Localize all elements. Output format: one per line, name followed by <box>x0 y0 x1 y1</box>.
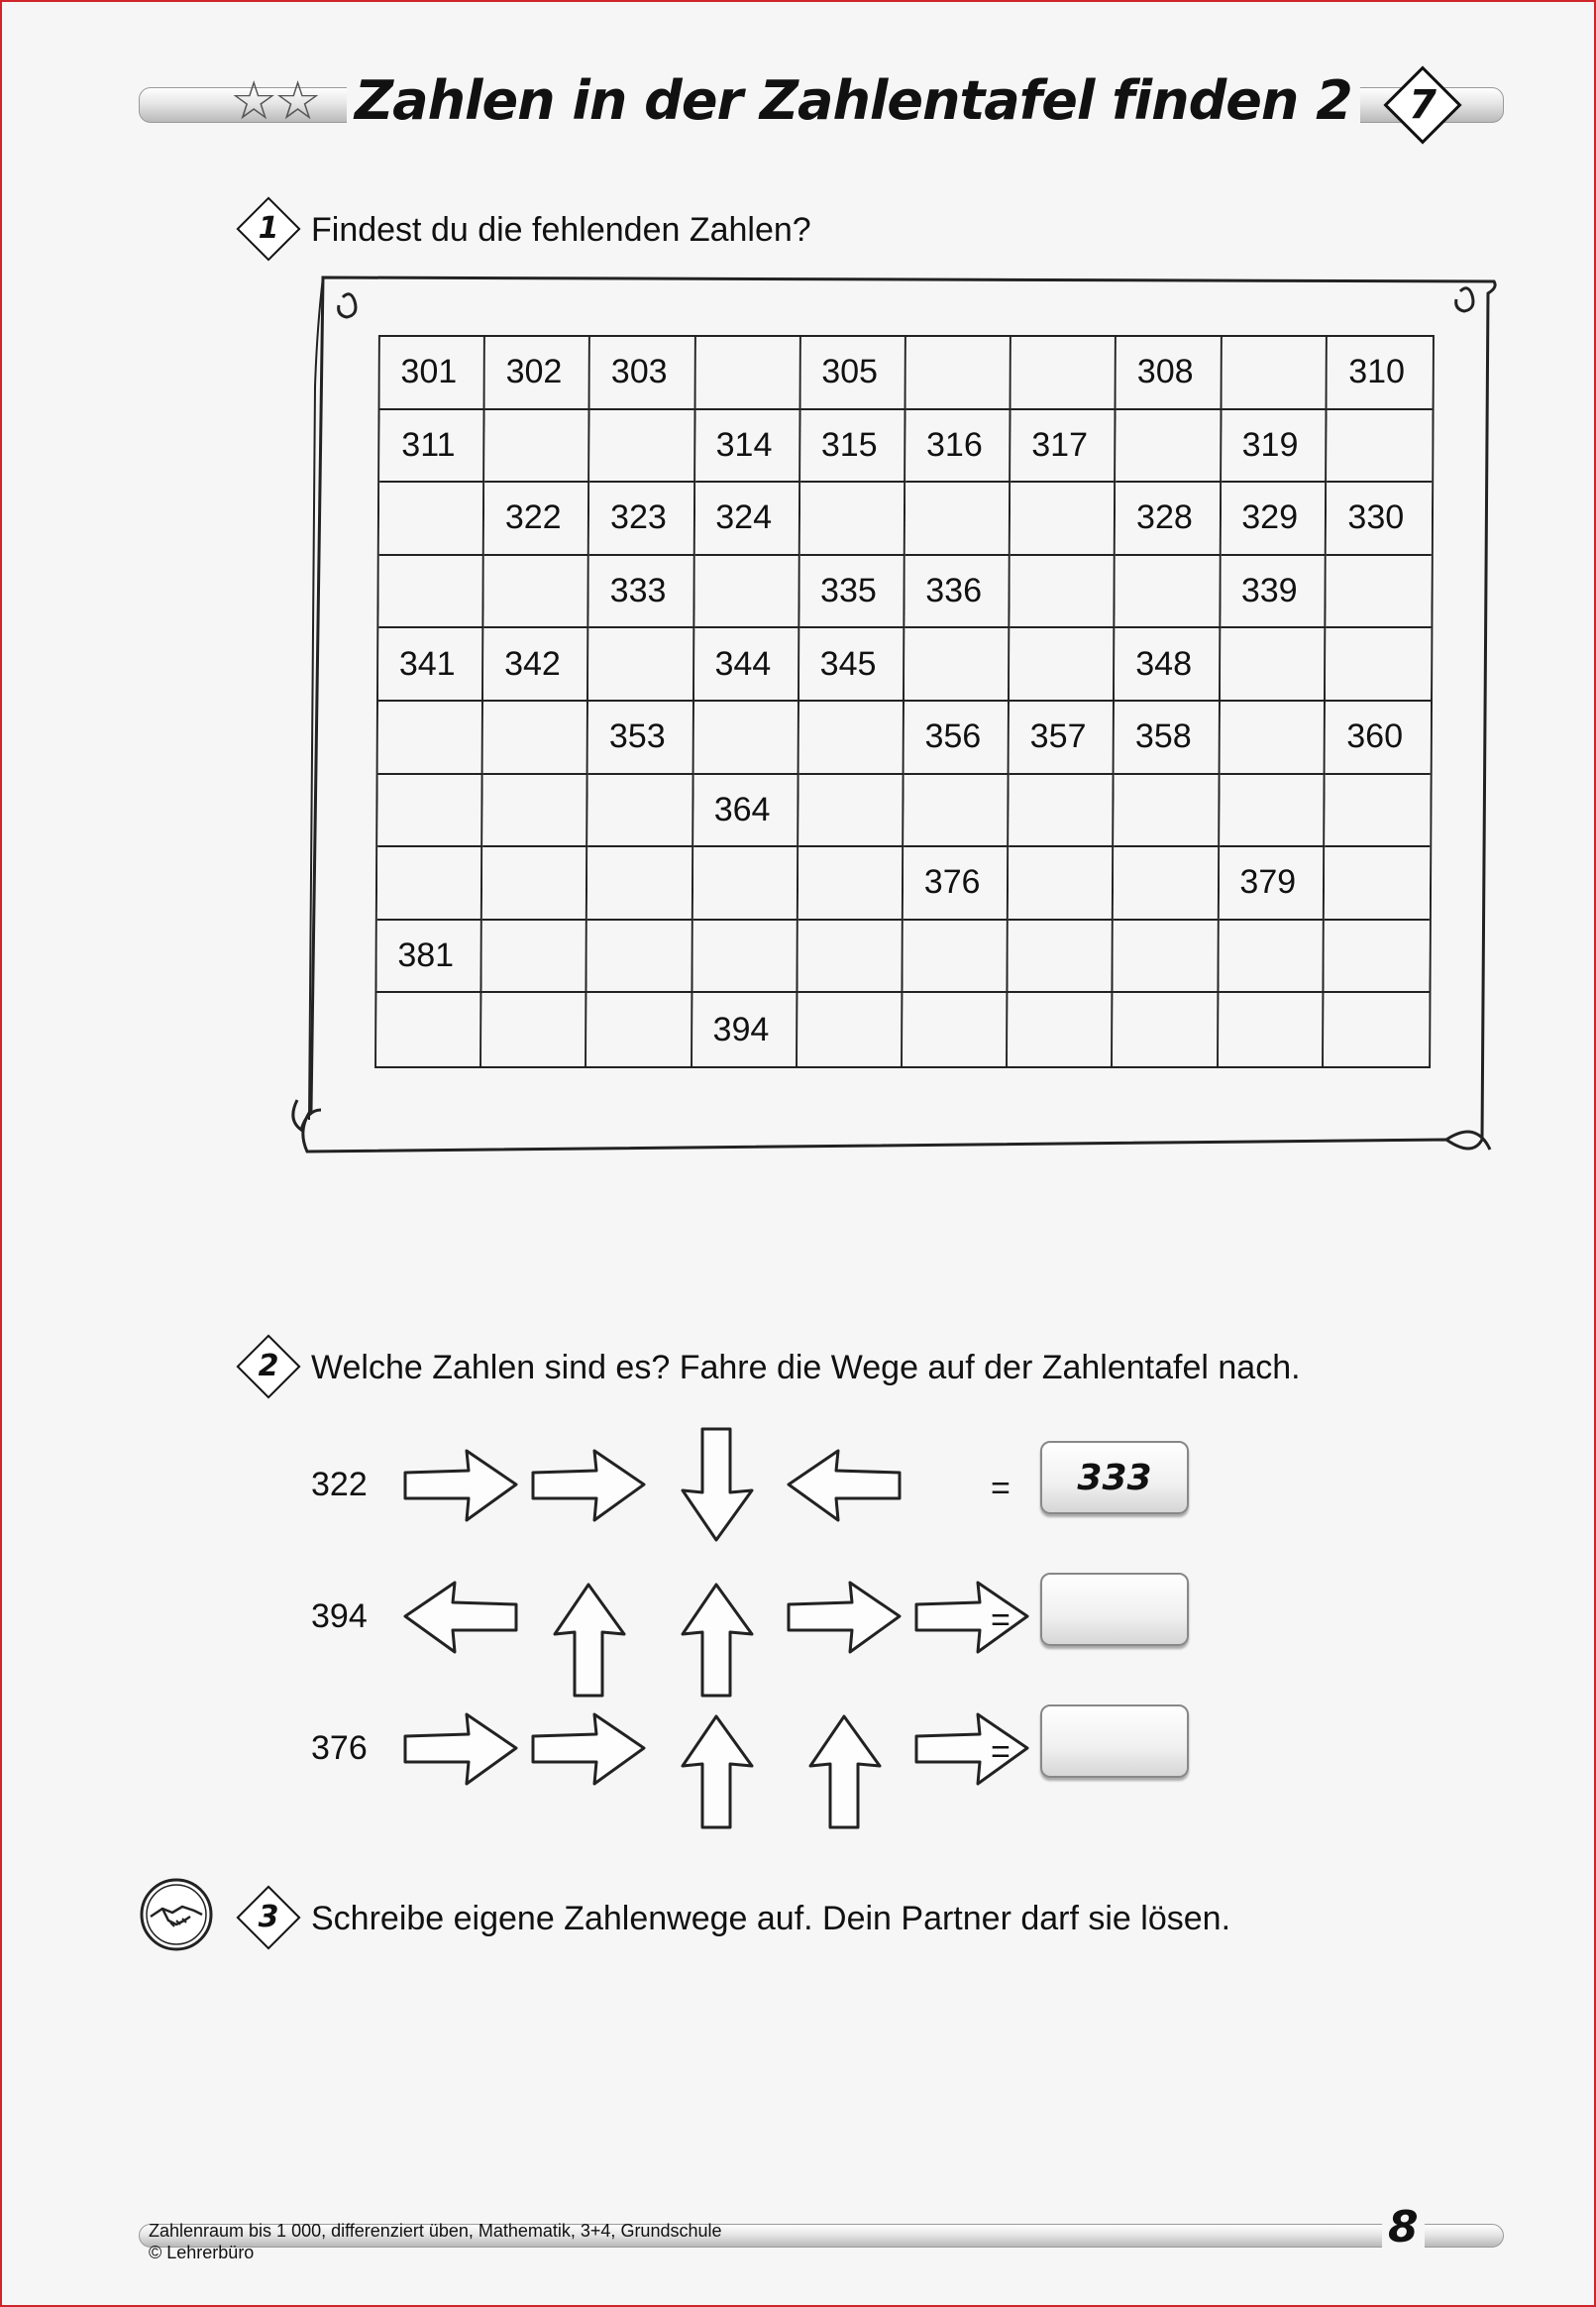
arrow-up-icon <box>677 1581 756 1700</box>
arrow-right-icon <box>912 1708 1031 1788</box>
grid-cell: 360 <box>1325 702 1431 775</box>
grid-cell: 344 <box>694 628 800 702</box>
grid-cell[interactable] <box>481 993 587 1066</box>
grid-cell[interactable] <box>1325 847 1431 921</box>
grid-cell: 376 <box>904 847 1010 921</box>
grid-cell[interactable] <box>1011 337 1117 410</box>
grid-cell: 323 <box>589 483 695 556</box>
grid-cell[interactable] <box>1009 775 1115 848</box>
task3-number: 3 <box>258 1900 279 1934</box>
task2-number: 2 <box>258 1349 279 1383</box>
sheet-number: 7 <box>1409 82 1436 128</box>
grid-cell: 322 <box>484 483 590 556</box>
arrow-right-icon <box>529 1445 648 1524</box>
grid-cell[interactable] <box>906 337 1012 410</box>
arrow-right-icon <box>401 1445 520 1524</box>
equals-sign: = <box>991 1733 1011 1771</box>
grid-cell: 356 <box>904 702 1011 775</box>
grid-cell[interactable] <box>1219 921 1325 994</box>
grid-cell[interactable] <box>798 993 904 1066</box>
arrow-right-icon <box>785 1577 904 1656</box>
grid-cell[interactable] <box>1117 410 1223 484</box>
grid-cell[interactable] <box>798 702 904 775</box>
difficulty-stars: ☆☆ <box>230 71 318 131</box>
grid-cell: 303 <box>590 337 696 410</box>
grid-cell: 317 <box>1011 410 1117 484</box>
grid-cell: 330 <box>1327 483 1433 556</box>
grid-cell[interactable] <box>798 921 904 994</box>
grid-cell[interactable] <box>1221 628 1327 702</box>
grid-cell[interactable] <box>905 483 1011 556</box>
handshake-icon <box>139 1877 214 1952</box>
number-grid <box>374 335 1435 1068</box>
route-start-number: 322 <box>311 1466 368 1503</box>
answer-box[interactable] <box>1040 1573 1189 1646</box>
grid-cell[interactable] <box>377 847 483 921</box>
grid-cell: 324 <box>694 483 800 556</box>
grid-cell[interactable] <box>692 847 798 921</box>
grid-cell[interactable] <box>904 628 1011 702</box>
route-start-number: 394 <box>311 1597 368 1635</box>
grid-cell[interactable] <box>377 775 483 848</box>
grid-cell[interactable] <box>1115 775 1221 848</box>
grid-cell: 394 <box>692 993 798 1066</box>
grid-cell[interactable] <box>590 410 696 484</box>
grid-cell[interactable] <box>693 702 799 775</box>
grid-cell: 348 <box>1115 628 1221 702</box>
grid-cell[interactable] <box>1114 847 1220 921</box>
grid-cell[interactable] <box>1116 556 1222 629</box>
grid-cell[interactable] <box>694 556 800 629</box>
grid-cell: 353 <box>588 702 694 775</box>
grid-cell[interactable] <box>1011 556 1117 629</box>
grid-cell[interactable] <box>692 921 798 994</box>
grid-cell[interactable] <box>483 702 589 775</box>
grid-cell[interactable] <box>378 702 484 775</box>
grid-cell: 329 <box>1221 483 1327 556</box>
grid-cell: 336 <box>904 556 1011 629</box>
task1-number: 1 <box>258 211 279 246</box>
grid-cell[interactable] <box>1326 628 1432 702</box>
grid-cell: 364 <box>693 775 799 848</box>
page-title: Zahlen in der Zahlentafel finden 2 <box>347 65 1360 137</box>
arrow-left-icon <box>401 1577 520 1656</box>
grid-cell[interactable] <box>903 921 1009 994</box>
grid-cell[interactable] <box>1219 993 1325 1066</box>
grid-cell: 305 <box>800 337 906 410</box>
grid-cell: 308 <box>1117 337 1223 410</box>
grid-cell[interactable] <box>1220 702 1326 775</box>
grid-cell: 333 <box>589 556 695 629</box>
grid-cell: 302 <box>485 337 591 410</box>
grid-cell[interactable] <box>1220 775 1326 848</box>
grid-cell[interactable] <box>1010 628 1116 702</box>
grid-cell[interactable] <box>904 775 1010 848</box>
grid-cell: 301 <box>380 337 486 410</box>
grid-cell[interactable] <box>1114 921 1220 994</box>
grid-cell: 314 <box>695 410 801 484</box>
grid-cell[interactable] <box>586 993 692 1066</box>
arrow-up-icon <box>549 1581 628 1700</box>
grid-cell[interactable] <box>1009 921 1115 994</box>
grid-cell: 345 <box>799 628 905 702</box>
answer-box[interactable] <box>1040 1704 1189 1778</box>
task2-instruction: Welche Zahlen sind es? Fahre die Wege auf der Zahlentafel nach. <box>311 1349 1301 1386</box>
grid-cell: 381 <box>376 921 482 994</box>
grid-cell[interactable] <box>1011 483 1117 556</box>
grid-cell: 358 <box>1115 702 1221 775</box>
grid-cell[interactable] <box>1326 556 1432 629</box>
grid-cell: 310 <box>1327 337 1433 410</box>
grid-cell: 342 <box>483 628 589 702</box>
grid-cell[interactable] <box>1325 775 1431 848</box>
grid-cell[interactable] <box>482 847 588 921</box>
grid-cell: 315 <box>800 410 906 484</box>
grid-cell[interactable] <box>1009 847 1115 921</box>
grid-cell: 341 <box>378 628 484 702</box>
grid-cell[interactable] <box>376 993 482 1066</box>
grid-cell[interactable] <box>1324 993 1430 1066</box>
grid-cell: 339 <box>1221 556 1327 629</box>
grid-cell[interactable] <box>1008 993 1114 1066</box>
grid-cell[interactable] <box>1327 410 1433 484</box>
grid-cell[interactable] <box>798 847 904 921</box>
grid-cell: 328 <box>1116 483 1222 556</box>
grid-cell: 311 <box>379 410 485 484</box>
footer-copyright: © Lehrerbüro <box>149 2243 255 2262</box>
arrow-right-icon <box>529 1708 648 1788</box>
task3-instruction: Schreibe eigene Zahlenwege auf. Dein Partner darf sie lösen. <box>311 1900 1231 1937</box>
grid-cell[interactable] <box>798 775 904 848</box>
grid-cell[interactable] <box>378 556 484 629</box>
equals-sign: = <box>991 1470 1011 1507</box>
grid-cell[interactable] <box>903 993 1009 1066</box>
arrow-right-icon <box>912 1577 1031 1656</box>
grid-cell[interactable] <box>484 410 590 484</box>
grid-cell[interactable] <box>800 483 906 556</box>
grid-cell[interactable] <box>587 921 693 994</box>
arrow-right-icon <box>401 1708 520 1788</box>
grid-cell: 319 <box>1222 410 1328 484</box>
grid-cell[interactable] <box>482 921 588 994</box>
arrow-up-icon <box>677 1712 756 1831</box>
grid-cell[interactable] <box>588 628 694 702</box>
arrow-left-icon <box>785 1445 904 1524</box>
grid-cell[interactable] <box>484 556 590 629</box>
grid-cell[interactable] <box>587 847 693 921</box>
answer-box[interactable]: 333 <box>1040 1441 1189 1514</box>
footer-text: Zahlenraum bis 1 000, differenziert üben, Mathematik, 3+4, Grundschule <box>149 2221 722 2241</box>
grid-cell[interactable] <box>1324 921 1430 994</box>
grid-cell: 379 <box>1219 847 1325 921</box>
task1-instruction: Findest du die fehlenden Zahlen? <box>311 211 811 249</box>
arrow-up-icon <box>804 1712 884 1831</box>
grid-cell: 357 <box>1010 702 1116 775</box>
grid-cell: 316 <box>905 410 1011 484</box>
grid-cell[interactable] <box>379 483 485 556</box>
equals-sign: = <box>991 1601 1011 1639</box>
grid-cell[interactable] <box>1222 337 1328 410</box>
route-start-number: 376 <box>311 1729 368 1767</box>
grid-cell: 335 <box>799 556 905 629</box>
grid-cell[interactable] <box>588 775 694 848</box>
page-number: 8 <box>1382 2198 1425 2257</box>
arrow-down-icon <box>677 1425 756 1544</box>
grid-cell[interactable] <box>482 775 588 848</box>
grid-cell[interactable] <box>695 337 801 410</box>
grid-cell[interactable] <box>1113 993 1219 1066</box>
